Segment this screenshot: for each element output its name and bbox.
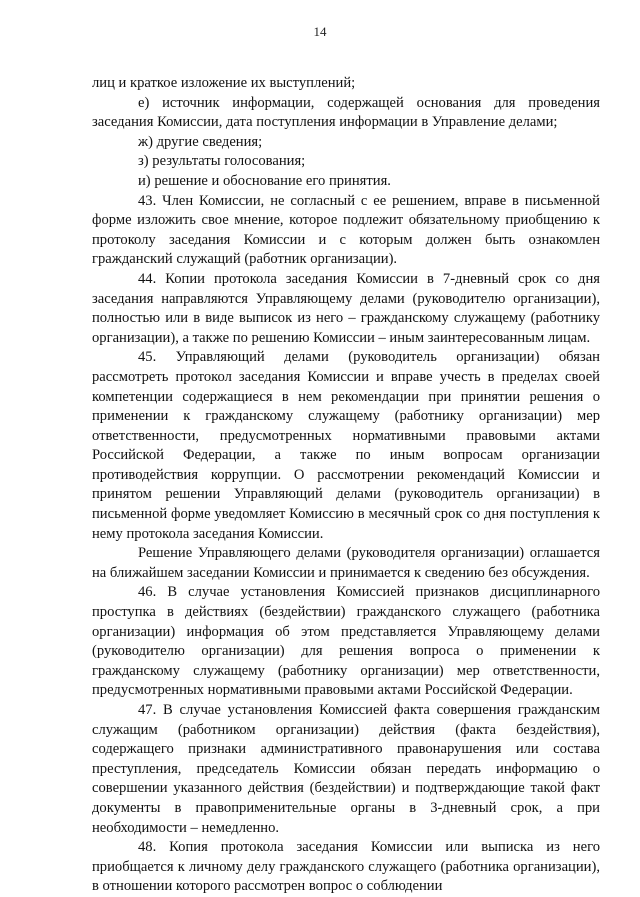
paragraph-item-i: и) решение и обоснование его принятия. bbox=[138, 172, 391, 189]
paragraph-44: 44. Копии протокола заседания Комиссии в 7-дневный срок со дня заседания направляются Управляющему делами (руководителю организации), полностью или в виде выписок из него – гражданскому служащему (работнику организации), а также по решению Комиссии – иным заинтересованным лицам. bbox=[92, 270, 600, 346]
paragraph-continuation: лиц и краткое изложение их выступлений; bbox=[92, 75, 356, 91]
paragraph-45: 45. Управляющий делами (руководитель организации) обязан рассмотреть протокол заседания Комиссии и вправе учесть в пределах своей компетенции содержащиеся в нем рекомендации при принятии решения о применении к гражданскому служащему (работнику организации) мер ответственности, предусмотренных нормативными правовыми актами Российской Федерации, а также по иным вопросам организации противодействия коррупции. О рассмотрении рекомендаций Комиссии и принятом решении Управляющий делами (руководитель организации) в письменной форме уведомляет Комиссию в месячный срок со дня поступления к нему протокола заседания Комиссии. bbox=[92, 349, 600, 542]
paragraph-item-zh: ж) другие сведения; bbox=[138, 133, 263, 150]
paragraph-47: 47. В случае установления Комиссией факта совершения гражданским служащим (работником организации) действия (факта бездействия), содержащего признаки административного правонарушения или состава преступления, председатель Комиссии обязан передать информацию о совершении указанного действия (бездействии) и подтверждающие такой факт документы в правоприменительные органы в 3-дневный срок, а при необходимости – немедленно. bbox=[92, 702, 600, 836]
paragraph-45-decision: Решение Управляющего делами (руководителя организации) оглашается на ближайшем заседании Комиссии и принимается к сведению без обсуждения. bbox=[92, 545, 600, 581]
page-number: 14 bbox=[313, 24, 327, 39]
paragraph-43: 43. Член Комиссии, не согласный с ее решением, вправе в письменной форме изложить свое мнение, которое подлежит обязательному приобщению к протоколу заседания Комиссии и с которым должен быть ознакомлен гражданский служащий (работник организации). bbox=[92, 192, 600, 268]
paragraph-item-e: е) источник информации, содержащей основания для проведения заседания Комиссии, дата поступления информации в Управление делами; bbox=[92, 94, 600, 131]
document-body bbox=[92, 74, 600, 897]
paragraph-46: 46. В случае установления Комиссией признаков дисциплинарного проступка в действиях (бездействии) гражданского служащего (работника организации) информация об этом представляется Управляющему делами (руководителю организации) для решения вопроса о применении к гражданскому служащему (работнику организации) мер ответственности, предусмотренных нормативными правовыми актами Российской Федерации. bbox=[92, 584, 600, 699]
paragraph-48: 48. Копия протокола заседания Комиссии или выписка из него приобщается к личному делу гражданского служащего (работника организации), в отношении которого рассмотрен вопрос о соблюдении bbox=[92, 839, 600, 895]
paragraph-item-z: з) результаты голосования; bbox=[138, 153, 306, 170]
